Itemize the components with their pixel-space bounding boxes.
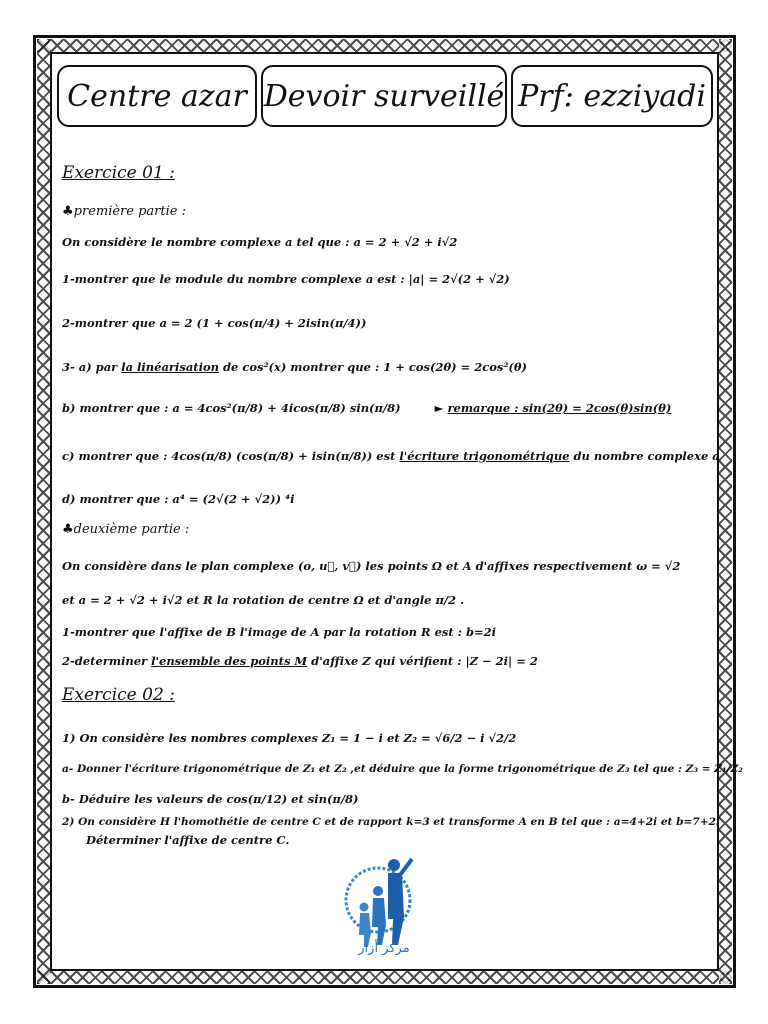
ex1-p1-line2: 1-montrer que le module du nombre complexe a est : |a| = 2√(2 + √2)	[62, 272, 510, 286]
ex1-p1-line4-b: de cos²(x) montrer que : 1 + cos(2θ) = 2cos²(θ)	[219, 360, 527, 374]
ex1-p2-line1: On considère dans le plan complexe (o, u⃗, v⃗) les points Ω et A d'affixes respectivement ω = √2	[62, 559, 681, 573]
border-band-right	[719, 39, 732, 984]
ex1-p1-line1: On considère le nombre complexe a tel que : a = 2 + √2 + i√2	[62, 235, 458, 249]
ex1-p1-line6-b: du nombre complexe a	[569, 449, 720, 463]
part1-title: ♣première partie :	[62, 204, 186, 219]
part2-title: ♣deuxième partie :	[62, 522, 190, 537]
ex1-p1-line5-a: b) montrer que : a = 4cos²(π/8) + 4icos(π/8) sin(π/8)	[62, 401, 401, 415]
ex1-p1-line4	[62, 361, 527, 375]
border-band-left	[37, 39, 50, 984]
exercise1-title: Exercice 01 :	[62, 163, 175, 183]
header-right-text: Prf: ezziyadi	[518, 78, 706, 114]
header-center-text: Devoir surveillé	[263, 78, 505, 114]
exercise2-title: Exercice 02 :	[62, 685, 175, 705]
ex1-p1-line4-underline: la linéarisation	[121, 360, 219, 374]
ex1-p1-line5	[62, 402, 671, 416]
header-left-text: Centre azar	[67, 78, 247, 114]
ex1-p1-line7: d) montrer que : a⁴ = (2√(2 + √2)) ⁴i	[62, 492, 295, 506]
ex1-p1-line5-remark: remarque : sin(2θ) = 2cos(θ)sin(θ)	[447, 401, 672, 415]
ex2-line5: Déterminer l'affixe de centre C.	[86, 833, 290, 847]
ex1-p2-line2: et a = 2 + √2 + i√2 et R la rotation de centre Ω et d'angle π/2 .	[62, 593, 465, 607]
ex2-line4: 2) On considère H l'homothétie de centre C et de rapport k=3 et transforme A en B tel que : a=4+2i et b=7+2i	[62, 816, 721, 828]
ex2-line2: a- Donner l'écriture trigonométrique de Z₁ et Z₂ ,et déduire que la forme trigonométrique de Z₃ tel que : Z₃ = Z₁/Z₂	[62, 763, 743, 775]
ex1-p2-line4-a: 2-determiner	[62, 654, 152, 668]
border-band-bottom	[37, 971, 732, 984]
ex2-line3: b- Déduire les valeurs de cos(π/12) et sin(π/8)	[62, 792, 359, 806]
centre-logo	[338, 855, 430, 965]
header-center-box	[261, 65, 507, 127]
logo-text: مركز أزار	[358, 941, 410, 956]
ex1-p1-line3: 2-montrer que a = 2 (1 + cos(π/4) + 2isin(π/4))	[62, 316, 367, 330]
ex2-line1: 1) On considère les nombres complexes Z₁ = 1 − i et Z₂ = √6/2 − i √2/2	[62, 731, 517, 745]
ex1-p1-line6-a: c) montrer que : 4cos(π/8) (cos(π/8) + isin(π/8)) est	[62, 449, 400, 463]
ex1-p2-line3: 1-montrer que l'affixe de B l'image de A par la rotation R est : b=2i	[62, 625, 497, 639]
ex1-p2-line4	[62, 655, 538, 669]
ex1-p1-line6	[62, 450, 720, 464]
ex1-p2-line4-underline: l'ensemble des points M	[151, 654, 308, 668]
header-right-box	[511, 65, 713, 127]
border-band-top	[37, 39, 732, 52]
ex1-p1-line4-a: 3- a) par	[62, 360, 122, 374]
ex1-p1-line6-underline: l'écriture trigonométrique	[399, 449, 570, 463]
ex1-p1-line5-marker: ►	[434, 401, 448, 415]
header-left-box	[57, 65, 257, 127]
ex1-p2-line4-b: d'affixe Z qui vérifient : |Z − 2i| = 2	[307, 654, 538, 668]
